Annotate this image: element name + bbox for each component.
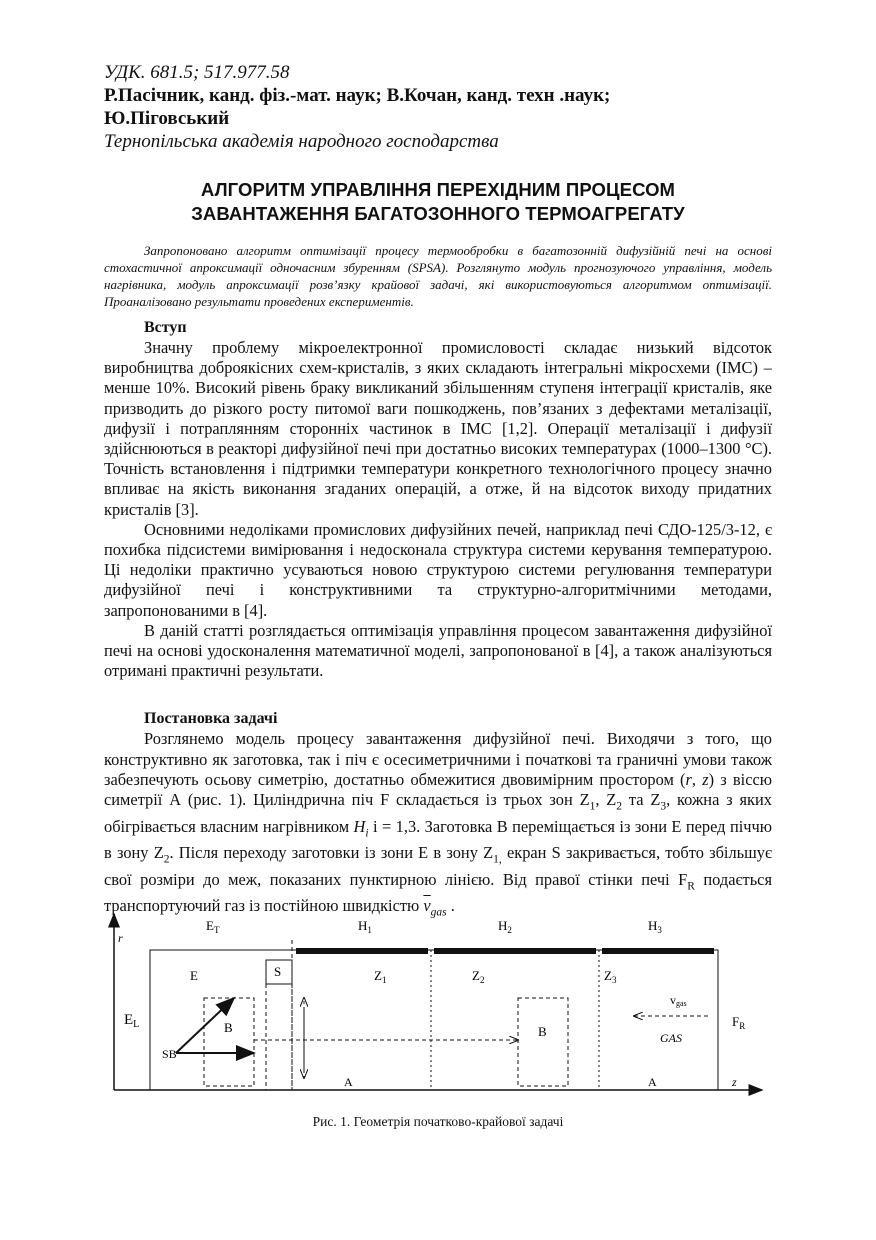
label-b-right: B <box>538 1024 547 1039</box>
billet-left <box>204 998 254 1086</box>
label-h1: $H_1$ <box>358 918 372 935</box>
label-r-axis: r <box>118 931 123 945</box>
affiliation: Тернопільська академія народного господарства <box>104 131 499 152</box>
intro-paragraph-2: Основними недоліками промислових дифузійних печей, наприклад печі СДО-125/3-12, є похибка підсистеми вимірювання і недосконала структура системи керування температурою. Ці недоліки практично усуваються новою структурою системи регулювання температури дифузійної печі і конструктивними та структурно-алгоритмічними методами, запропонованими в [4]. <box>104 519 772 620</box>
heater-h1 <box>296 948 428 954</box>
label-h3: $H_3$ <box>648 918 662 935</box>
label-el: $E_L$ <box>124 1012 140 1030</box>
article-title <box>104 178 772 226</box>
label-a-left: A <box>344 1075 353 1089</box>
heater-h3 <box>602 948 714 954</box>
label-gas: GAS <box>660 1031 682 1045</box>
label-et: $E_T$ <box>206 918 220 935</box>
problem-paragraph-1: Розглянемо модель процесу завантаження дифузійної печі. Виходячи з того, що конструктивно як заготовка, так і піч є осесиметричними і початкові та граничні умови також забезпечують осьову симетрію, достатньо обмежитися двовимірним простором (r, z) з віссю симетрії А (рис. 1). Циліндрична піч F складається із трьох зон $Z_1$, $Z_2$ та $Z_3$, кожна з яких обігрівається власним нагрівником $H_i$ i = 1,3. Заготовка B переміщається із зони E перед піччю в зону $Z_2$. Після переходу заготовки із зони E в зону $Z_{1,}$ екран S закривається, тобто збільшує свої розміри до меж, показаних пунктирною лінією. Від правої стінки печі $F_R$ подається транспортуючий газ із постійною швидкістю $\overline{v}_{gas}$ . <box>104 729 772 919</box>
label-h2: $H_2$ <box>498 918 512 935</box>
billet-right <box>518 998 568 1086</box>
furnace-outline <box>150 950 718 1090</box>
title-line-2: ЗАВАНТАЖЕННЯ БАГАТОЗОННОГО ТЕРМОАГРЕГАТУ <box>191 203 685 224</box>
label-z3: $Z_3$ <box>604 968 617 985</box>
label-z-axis: z <box>732 1075 737 1089</box>
authors-line-1: Р.Пасічник, канд. фіз.-мат. наук; В.Кочан, канд. техн .наук; <box>104 85 611 106</box>
label-fr: $F_R$ <box>732 1014 746 1031</box>
label-sb: SB <box>162 1047 177 1061</box>
label-s: S <box>274 964 282 979</box>
title-line-1: АЛГОРИТМ УПРАВЛІННЯ ПЕРЕХІДНИМ ПРОЦЕСОМ <box>200 179 676 200</box>
label-z2: $Z_2$ <box>472 968 485 985</box>
udc-code: УДК. 681.5; 517.977.58 <box>104 62 290 83</box>
authors-line-2: Ю.Піговський <box>104 108 230 129</box>
figure-caption: Рис. 1. Геометрія початково-крайової задачі <box>312 1114 564 1129</box>
article <box>104 62 772 922</box>
label-vgas: vgas <box>670 993 687 1008</box>
intro-paragraph-1: Значну проблему мікроелектронної промисловості складає низький відсоток виробництва доброякісних схем-кристалів, з яких складають інтегральні мікросхеми (ІМС) – менше 10%. Високий рівень браку викликаний збільшенням ступеня інтеграції кристалів, яке призводить до різкого росту питомої ваги пошкоджень, пов’язаних з дефектами металізації, дифузії і потраплянням сторонніх частинок в ІМС [1,2]. Операції металізації і дифузії здійснюються в реакторі дифузійної печі при достатньо високих температурах (1000–1300 °С). Точність встановлення і підтримки температури конкретного технологічного процесу значно впливає на якість виконання згаданих операцій, а отже, й на відсоток виходу придатних кристалів [3]. <box>104 338 772 519</box>
section-title-intro: Вступ <box>144 319 187 336</box>
label-b-left: B <box>224 1020 233 1035</box>
section-title-problem: Постановка задачі <box>144 710 278 728</box>
figure-geometry <box>104 910 772 1100</box>
intro-paragraph-3: В даній статті розглядається оптимізація управління процесом завантаження дифузійної печі на основі удосконалення математичної моделі, запропонованої в [4], а також аналізуються отримані практичні результати. <box>104 620 772 681</box>
abstract: Запропоновано алгоритм оптимізації процесу термообробки в багатозонній дифузійній печі на основі стохастичної апроксимації одночасним збуренням (SPSA). Розглянуто модуль прогнозуючого управління, модель нагрівника, модуль апроксимації розв’язку крайової задачі, які використовуються алгоритмом оптимізації. Проаналізовано результати проведених експериментів. <box>104 243 772 309</box>
heater-h2 <box>434 948 596 954</box>
label-z1: $Z_1$ <box>374 968 387 985</box>
label-e: E <box>190 968 198 983</box>
label-a-right: A <box>648 1075 657 1089</box>
